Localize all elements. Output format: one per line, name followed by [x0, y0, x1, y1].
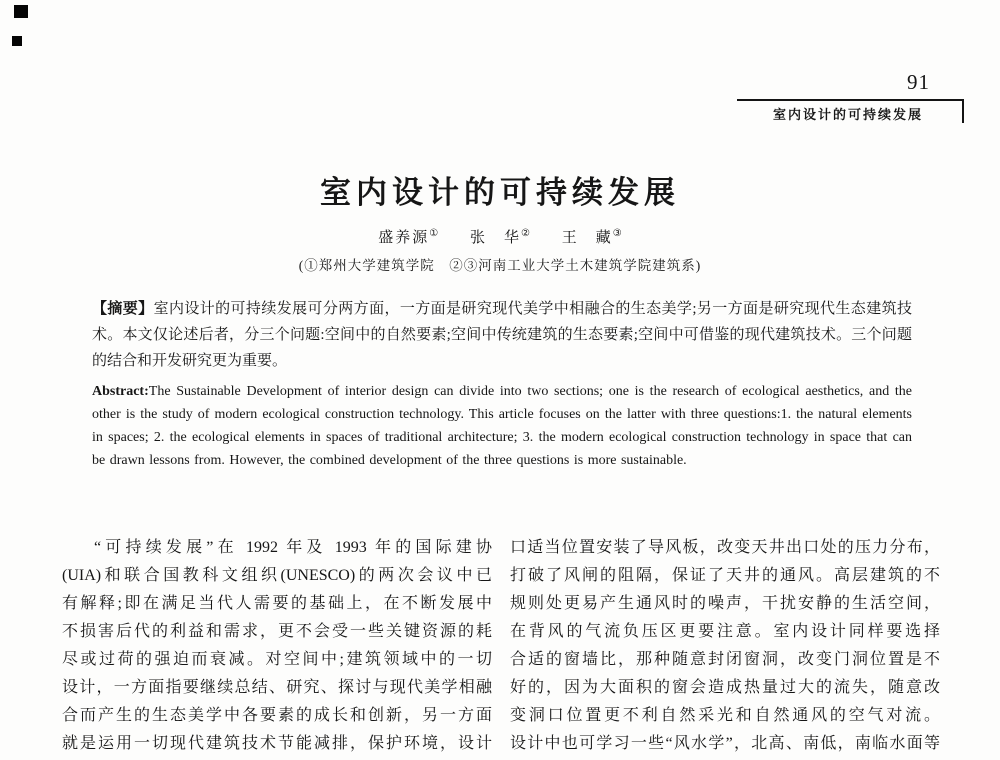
running-head: 室内设计的可持续发展	[772, 107, 923, 122]
scan-artifact	[14, 5, 28, 18]
paper-title: 室内设计的可持续发展	[320, 174, 680, 210]
author-mark: ③	[612, 228, 622, 239]
abstract-zh-text: 室内设计的可持续发展可分两方面，一方面是研究现代美学中相融合的生态美学;另一方面是研究现代生态建筑技术。本文仅论述后者，分三个问题:空间中的自然要素;空间中传统建筑的生态要素;空间中可借鉴的现代建筑技术。三个问题的结合和开发研究更为重要。	[92, 301, 912, 369]
body-line: 好的，因为大面积的窗会造成热量过大的流失，随意改	[510, 679, 940, 696]
abstract-section	[92, 296, 912, 472]
body-line: 在背风的气流负压区更要注意。室内设计同样要选择	[510, 623, 940, 640]
author	[378, 230, 438, 246]
body-line: 尽或过荷的强迫而衰减。对空间中;建筑领域中的一切	[62, 651, 492, 668]
body-line: 设计中也可学习一些“风水学”，北高、南低，南临水面等	[510, 735, 940, 752]
body-line: 打破了风闸的阻隔，保证了天井的通风。高层建筑的不	[510, 567, 940, 584]
affiliation: (①郑州大学建筑学院 ②③河南工业大学土木建筑学院建筑系)	[298, 258, 702, 273]
author-name: 盛养源	[378, 230, 430, 246]
body-line: “可持续发展”在 1992 年及 1993 年的国际建协	[94, 539, 492, 556]
author	[562, 230, 622, 246]
author-name: 王 藏	[561, 230, 613, 246]
author-mark: ②	[521, 228, 530, 239]
running-head-rule	[737, 99, 964, 101]
body-line: 变洞口位置更不利自然采光和自然通风的空气对流。	[510, 707, 940, 724]
body-line: (UIA)和联合国教科文组织(UNESCO)的两次会议中已	[62, 567, 492, 584]
body-line: 合适的窗墙比，那种随意封闭窗洞，改变门洞位置是不	[510, 651, 940, 668]
body-line: 口适当位置安装了导风板，改变天井出口处的压力分布，	[510, 539, 940, 556]
abstract-zh	[92, 296, 912, 374]
author-name: 张 华	[470, 230, 522, 246]
abstract-en-label: Abstract:	[92, 384, 149, 399]
body-line: 就是运用一切现代建筑技术节能减排，保护环境，设计	[62, 735, 492, 752]
left-column	[62, 534, 492, 758]
page-number: 91	[907, 70, 930, 94]
abstract-zh-label: 【摘要】	[92, 300, 154, 317]
body-line: 不损害后代的利益和需求，更不会受一些关键资源的耗	[62, 623, 492, 640]
running-head-tick	[962, 99, 964, 123]
body-line: 规则处更易产生通风时的噪声，干扰安静的生活空间，	[510, 595, 940, 612]
body-line: 合而产生的生态美学中各要素的成长和创新，另一方面	[62, 707, 492, 724]
scan-artifact	[12, 36, 22, 46]
abstract-en	[92, 380, 912, 472]
author-mark: ①	[429, 228, 439, 239]
right-column	[510, 534, 940, 758]
author-line	[0, 226, 1000, 247]
body-line: 有解释;即在满足当代人需要的基础上，在不断发展中	[62, 595, 492, 612]
abstract-en-text: The Sustainable Development of interior design can divide into two sections; one is the research of ecological aesthetics, and the other is the study of modern ecological construction technology. This article focuses on the latter with three questions:1. the natural elements in spaces; 2. the ecological elements in spaces of traditional architecture; 3. the modern ecological construction technology in space that can be drawn lessons from. However, the combined development of the three questions is more sustainable.	[92, 384, 912, 468]
body-columns	[62, 534, 940, 758]
author	[470, 230, 530, 246]
body-line: 设计，一方面指要继续总结、研究、探讨与现代美学相融	[62, 679, 492, 696]
